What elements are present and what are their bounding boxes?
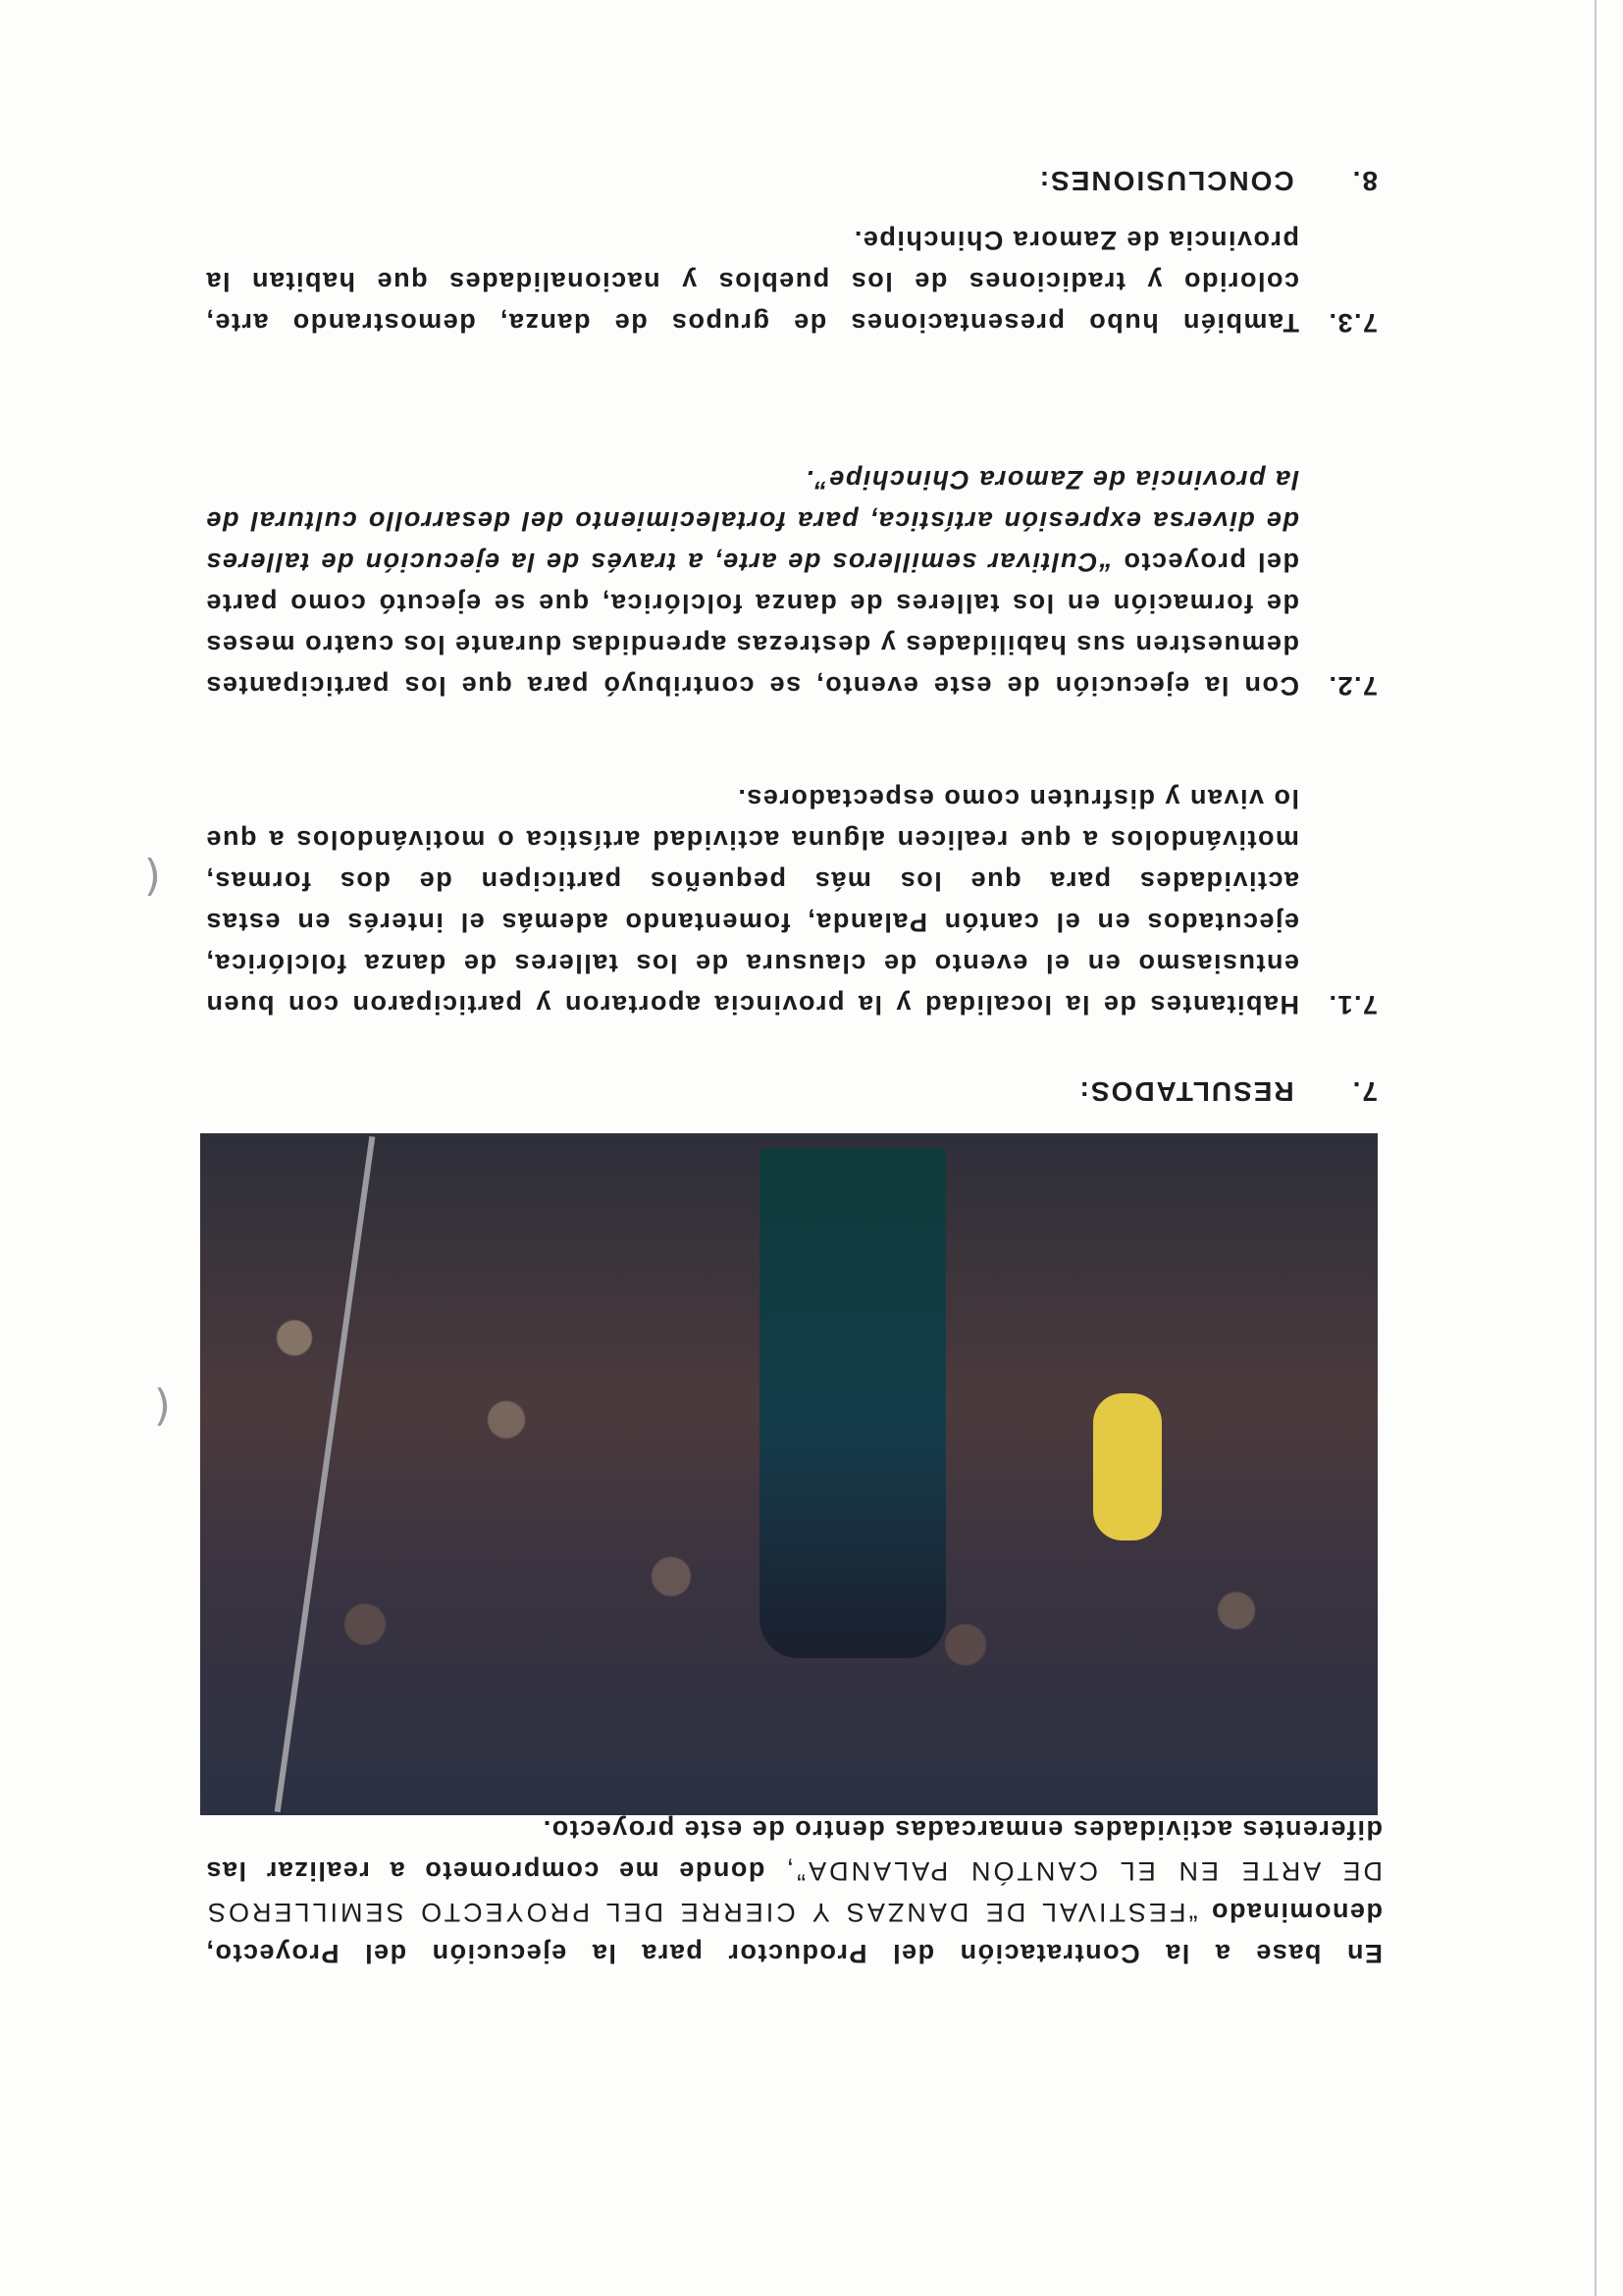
list-item-7-2 — [205, 459, 1378, 706]
list-item-7-3 — [205, 220, 1378, 343]
list-item-7-1 — [205, 778, 1378, 1025]
intro-text-after: donde me comprometo a realizar las diferentes actividades enmarcadas dentro de este proyecto. — [205, 1815, 1383, 1886]
item-number: 7.1. — [1327, 990, 1378, 1019]
item-text: También hubo presentaciones de grupos de danza, demostrando arte, colorido y tradiciones de los pueblos y nacionalidades que habitan la provincia de Zamora Chinchipe. — [205, 226, 1299, 338]
intro-text-before: En base a la Contratación del Productor para la ejecución del Proyecto, denominado — [205, 1898, 1383, 1968]
intro-project-title: “FESTIVAL DE DANZAS Y CIERRE DEL PROYECTO SEMILLEROS DE ARTE EN EL CANTÓN PALANDA”, — [205, 1856, 1383, 1927]
punch-hole-mark-icon: ( — [143, 853, 161, 903]
event-photo — [200, 1133, 1378, 1815]
punch-hole-mark-icon: ( — [153, 1383, 171, 1433]
dancer-icon — [759, 1148, 946, 1658]
item-number: 7.2. — [1327, 671, 1378, 701]
item-text: Habitantes de la localidad y la provincia aportaron y participaron con buen entusiasmo en el evento de clausura de los talleres de danza folclórica, ejecutados en el cantón Palanda, fomentando además el interés en estas actividades para que los más pequeños participen de dos formas, motivándolos a que realicen alguna actividad artística o motivándolos a que lo vivan y disfruten como espectadores. — [205, 784, 1299, 1019]
child-icon — [1093, 1393, 1162, 1540]
section-7-heading — [1078, 1075, 1378, 1107]
item-text — [205, 459, 1299, 706]
item-text-plain: Con la ejecución de este evento, se contribuyó para que los participantes demuestren sus habilidades y destrezas aprendidas durante los cuatro meses de formación en los talleres de danza folclórica, que se ejecutó como parte del proyecto — [205, 548, 1299, 701]
section-8-number: 8. — [1350, 166, 1378, 196]
item-text-italic: “Cultivar semilleros de arte, a través de la ejecución de talleres de diversa expresión artística, para fortalecimiento del desarrollo cultural de la provincia de Zamora Chinchipe”. — [205, 465, 1299, 577]
section-7-title: RESULTADOS: — [1077, 1076, 1294, 1107]
section-8-heading — [1038, 165, 1378, 196]
section-7-number: 7. — [1350, 1076, 1378, 1107]
section-8-title: CONCLUSIONES: — [1037, 166, 1294, 196]
intro-paragraph — [205, 1809, 1383, 1974]
item-number: 7.3. — [1327, 308, 1378, 338]
